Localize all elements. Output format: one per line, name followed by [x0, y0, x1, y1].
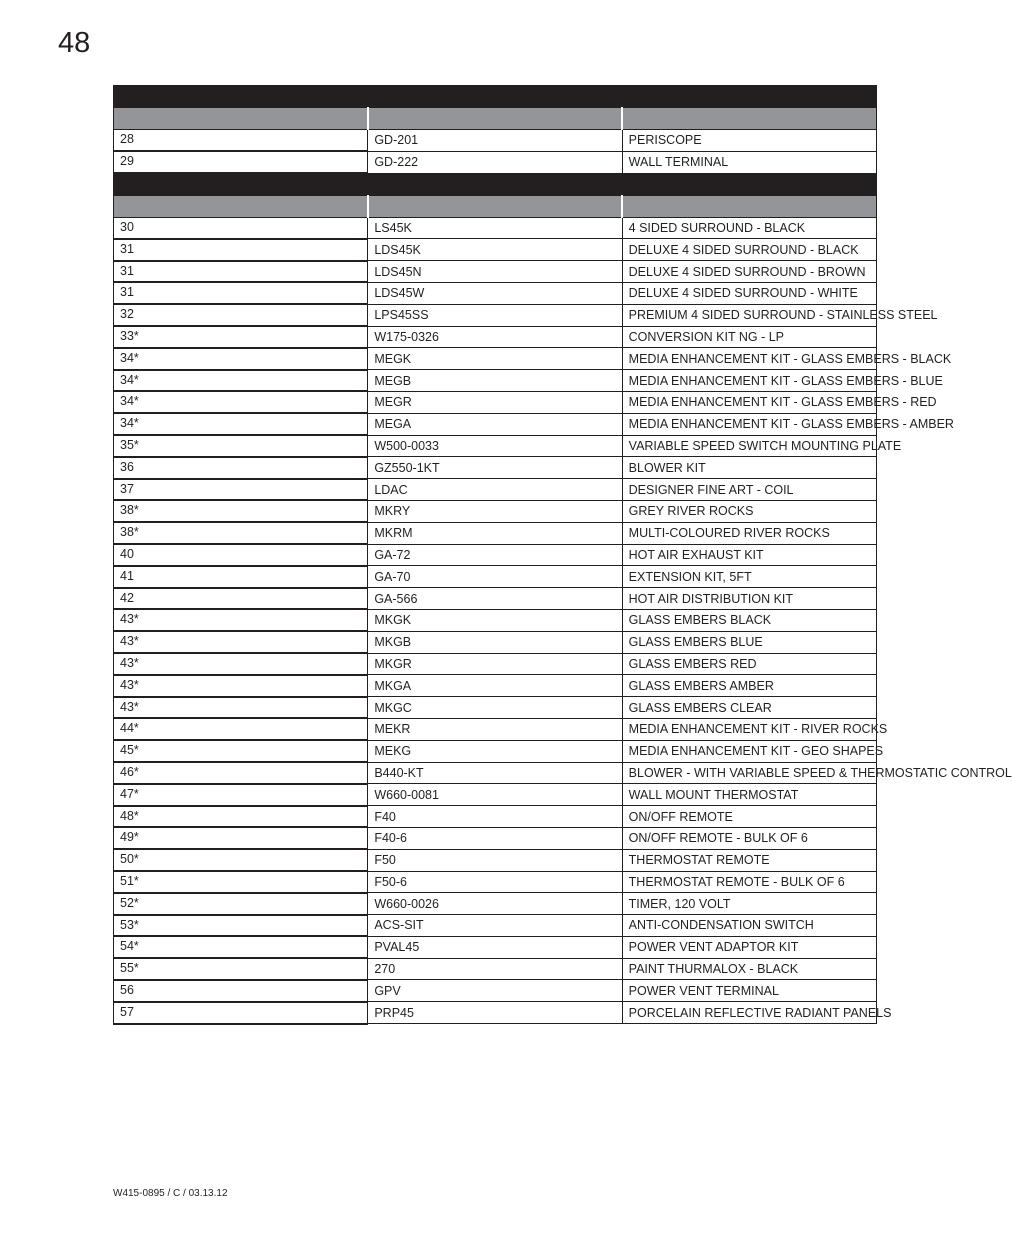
table-row — [114, 282, 877, 304]
description-cell: DELUXE 4 SIDED SURROUND - BLACK — [622, 239, 876, 261]
part-number-cell: GD-222 — [368, 151, 622, 173]
part-number-cell: 270 — [368, 958, 622, 980]
page-number: 48 — [58, 27, 91, 59]
description-cell: CONVERSION KIT NG - LP — [622, 326, 876, 348]
ref-number-cell: 31 — [114, 282, 368, 304]
part-number-cell: GA-72 — [368, 544, 622, 566]
description-cell: GLASS EMBERS RED — [622, 653, 876, 675]
description-cell: GLASS EMBERS AMBER — [622, 675, 876, 697]
description-cell: MULTI-COLOURED RIVER ROCKS — [622, 522, 876, 544]
description-cell: POWER VENT ADAPTOR KIT — [622, 936, 876, 958]
table-row — [114, 151, 877, 173]
part-number-cell: F40 — [368, 806, 622, 828]
part-number-cell: GD-201 — [368, 130, 622, 152]
description-cell: MEDIA ENHANCEMENT KIT - GEO SHAPES — [622, 740, 876, 762]
description-cell: ON/OFF REMOTE — [622, 806, 876, 828]
part-number-cell: LPS45SS — [368, 304, 622, 326]
table-row — [114, 566, 877, 588]
table-row — [114, 413, 877, 435]
ref-number-cell: 50* — [114, 849, 368, 871]
column-header-ref — [114, 195, 368, 217]
table-row — [114, 391, 877, 413]
ref-number-cell: 43* — [114, 653, 368, 675]
table-row — [114, 130, 877, 152]
description-cell: PAINT THURMALOX - BLACK — [622, 958, 876, 980]
part-number-cell: MEGB — [368, 370, 622, 392]
ref-number-cell: 34* — [114, 391, 368, 413]
ref-number-cell: 31 — [114, 239, 368, 261]
part-number-cell: LDS45K — [368, 239, 622, 261]
table-row — [114, 500, 877, 522]
description-cell: PREMIUM 4 SIDED SURROUND - STAINLESS STEEL — [622, 304, 876, 326]
description-cell: THERMOSTAT REMOTE - BULK OF 6 — [622, 871, 876, 893]
description-cell: BLOWER - WITH VARIABLE SPEED & THERMOSTATIC CONTROL — [622, 762, 876, 784]
description-cell: MEDIA ENHANCEMENT KIT - GLASS EMBERS - AMBER — [622, 413, 876, 435]
description-cell: WALL MOUNT THERMOSTAT — [622, 784, 876, 806]
ref-number-cell: 34* — [114, 413, 368, 435]
table-row — [114, 849, 877, 871]
ref-number-cell: 31 — [114, 261, 368, 283]
part-number-cell: F50 — [368, 849, 622, 871]
table-row — [114, 261, 877, 283]
column-header-part — [368, 195, 622, 217]
table-row — [114, 479, 877, 501]
description-cell: GLASS EMBERS CLEAR — [622, 697, 876, 719]
ref-number-cell: 34* — [114, 348, 368, 370]
description-cell: DESIGNER FINE ART - COIL — [622, 479, 876, 501]
table-row — [114, 958, 877, 980]
part-number-cell: MKRM — [368, 522, 622, 544]
column-header-row — [114, 108, 877, 130]
table-row — [114, 217, 877, 239]
part-number-cell: MEGA — [368, 413, 622, 435]
part-number-cell: MKGA — [368, 675, 622, 697]
description-cell: MEDIA ENHANCEMENT KIT - GLASS EMBERS - BLUE — [622, 370, 876, 392]
description-cell: WALL TERMINAL — [622, 151, 876, 173]
ref-number-cell: 43* — [114, 631, 368, 653]
ref-number-cell: 35* — [114, 435, 368, 457]
ref-number-cell: 34* — [114, 370, 368, 392]
column-header-description — [622, 195, 876, 217]
ref-number-cell: 43* — [114, 697, 368, 719]
ref-number-cell: 32 — [114, 304, 368, 326]
ref-number-cell: 53* — [114, 915, 368, 937]
table-row — [114, 740, 877, 762]
description-cell: 4 SIDED SURROUND - BLACK — [622, 217, 876, 239]
ref-number-cell: 54* — [114, 936, 368, 958]
description-cell: MEDIA ENHANCEMENT KIT - RIVER ROCKS — [622, 718, 876, 740]
table-row — [114, 915, 877, 937]
part-number-cell: LS45K — [368, 217, 622, 239]
part-number-cell: W175-0326 — [368, 326, 622, 348]
part-number-cell: GPV — [368, 980, 622, 1002]
description-cell: TIMER, 120 VOLT — [622, 893, 876, 915]
table-row — [114, 348, 877, 370]
column-header-description — [622, 108, 876, 130]
part-number-cell: MKGB — [368, 631, 622, 653]
ref-number-cell: 57 — [114, 1002, 368, 1024]
table-row — [114, 326, 877, 348]
table-row — [114, 522, 877, 544]
table-row — [114, 435, 877, 457]
description-cell: PORCELAIN REFLECTIVE RADIANT PANELS — [622, 1002, 876, 1024]
description-cell: PERISCOPE — [622, 130, 876, 152]
ref-number-cell: 30 — [114, 217, 368, 239]
part-number-cell: MEKR — [368, 718, 622, 740]
ref-number-cell: 43* — [114, 609, 368, 631]
table-row — [114, 304, 877, 326]
ref-number-cell: 41 — [114, 566, 368, 588]
table-row — [114, 936, 877, 958]
part-number-cell: ACS-SIT — [368, 915, 622, 937]
ref-number-cell: 46* — [114, 762, 368, 784]
part-number-cell: GA-70 — [368, 566, 622, 588]
part-number-cell: F50-6 — [368, 871, 622, 893]
description-cell: GLASS EMBERS BLACK — [622, 609, 876, 631]
part-number-cell: LDS45N — [368, 261, 622, 283]
description-cell: EXTENSION KIT, 5FT — [622, 566, 876, 588]
ref-number-cell: 48* — [114, 806, 368, 828]
table-row — [114, 675, 877, 697]
table-row — [114, 631, 877, 653]
section-band — [114, 86, 877, 108]
table-row — [114, 784, 877, 806]
ref-number-cell: 28 — [114, 130, 368, 152]
ref-number-cell: 29 — [114, 151, 368, 173]
ref-number-cell: 44* — [114, 718, 368, 740]
table-row — [114, 588, 877, 610]
part-number-cell: B440-KT — [368, 762, 622, 784]
table-row — [114, 893, 877, 915]
description-cell: ON/OFF REMOTE - BULK OF 6 — [622, 827, 876, 849]
part-number-cell: GZ550-1KT — [368, 457, 622, 479]
section-band — [114, 173, 877, 195]
ref-number-cell: 43* — [114, 675, 368, 697]
description-cell: MEDIA ENHANCEMENT KIT - GLASS EMBERS - BLACK — [622, 348, 876, 370]
part-number-cell: LDS45W — [368, 282, 622, 304]
part-number-cell: LDAC — [368, 479, 622, 501]
ref-number-cell: 37 — [114, 479, 368, 501]
part-number-cell: F40-6 — [368, 827, 622, 849]
ref-number-cell: 52* — [114, 893, 368, 915]
part-number-cell: MKGR — [368, 653, 622, 675]
parts-table — [113, 85, 1012, 1025]
ref-number-cell: 33* — [114, 326, 368, 348]
part-number-cell: MKGC — [368, 697, 622, 719]
table-row — [114, 980, 877, 1002]
part-number-cell: MKGK — [368, 609, 622, 631]
ref-number-cell: 36 — [114, 457, 368, 479]
description-cell: THERMOSTAT REMOTE — [622, 849, 876, 871]
table-row — [114, 806, 877, 828]
table-row — [114, 457, 877, 479]
table-row — [114, 871, 877, 893]
description-cell: DELUXE 4 SIDED SURROUND - WHITE — [622, 282, 876, 304]
table-row — [114, 544, 877, 566]
ref-number-cell: 51* — [114, 871, 368, 893]
table-row — [114, 762, 877, 784]
ref-number-cell: 40 — [114, 544, 368, 566]
description-cell: BLOWER KIT — [622, 457, 876, 479]
description-cell: MEDIA ENHANCEMENT KIT - GLASS EMBERS - RED — [622, 391, 876, 413]
table-row — [114, 697, 877, 719]
description-cell: GLASS EMBERS BLUE — [622, 631, 876, 653]
table-row — [114, 609, 877, 631]
column-header-row — [114, 195, 877, 217]
part-number-cell: MEGK — [368, 348, 622, 370]
description-cell: ANTI-CONDENSATION SWITCH — [622, 915, 876, 937]
part-number-cell: MKRY — [368, 500, 622, 522]
part-number-cell: MEKG — [368, 740, 622, 762]
column-header-ref — [114, 108, 368, 130]
part-number-cell: W660-0026 — [368, 893, 622, 915]
ref-number-cell: 38* — [114, 522, 368, 544]
table-row — [114, 827, 877, 849]
part-number-cell: PRP45 — [368, 1002, 622, 1024]
ref-number-cell: 47* — [114, 784, 368, 806]
description-cell: GREY RIVER ROCKS — [622, 500, 876, 522]
part-number-cell: MEGR — [368, 391, 622, 413]
table-row — [114, 239, 877, 261]
description-cell: HOT AIR EXHAUST KIT — [622, 544, 876, 566]
part-number-cell: GA-566 — [368, 588, 622, 610]
part-number-cell: PVAL45 — [368, 936, 622, 958]
description-cell: DELUXE 4 SIDED SURROUND - BROWN — [622, 261, 876, 283]
ref-number-cell: 38* — [114, 500, 368, 522]
table-row — [114, 1002, 877, 1024]
ref-number-cell: 49* — [114, 827, 368, 849]
ref-number-cell: 56 — [114, 980, 368, 1002]
table-row — [114, 370, 877, 392]
document-code-footer: W415-0895 / C / 03.13.12 — [113, 1188, 228, 1199]
table-row — [114, 718, 877, 740]
description-cell: VARIABLE SPEED SWITCH MOUNTING PLATE — [622, 435, 876, 457]
column-header-part — [368, 108, 622, 130]
parts-table-body — [114, 86, 1012, 1024]
ref-number-cell: 42 — [114, 588, 368, 610]
table-row — [114, 653, 877, 675]
ref-number-cell: 45* — [114, 740, 368, 762]
ref-number-cell: 55* — [114, 958, 368, 980]
part-number-cell: W500-0033 — [368, 435, 622, 457]
description-cell: HOT AIR DISTRIBUTION KIT — [622, 588, 876, 610]
description-cell: POWER VENT TERMINAL — [622, 980, 876, 1002]
part-number-cell: W660-0081 — [368, 784, 622, 806]
